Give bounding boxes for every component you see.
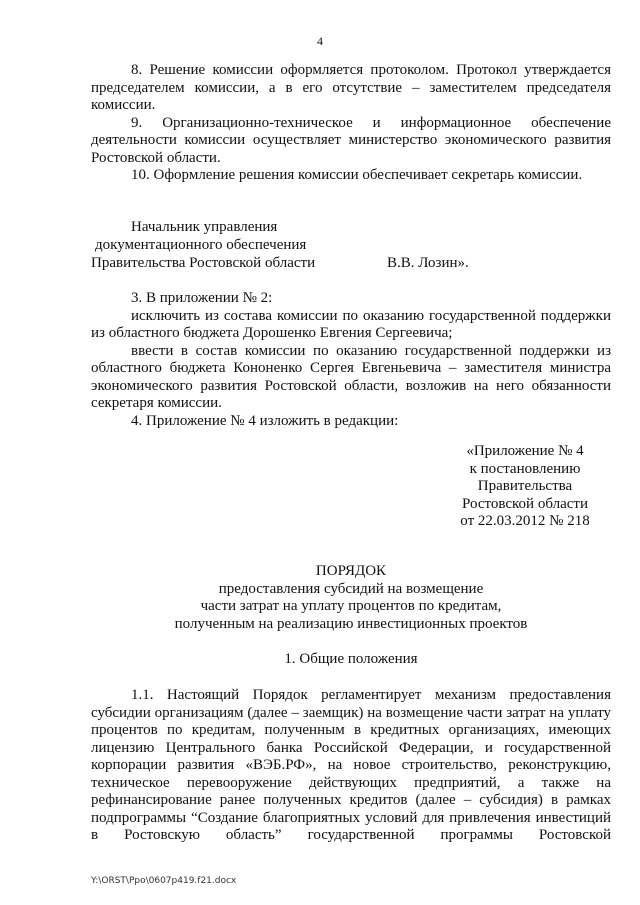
signature-title-line-3: Правительства Ростовской области (91, 255, 316, 271)
amendments (91, 290, 611, 430)
appendix-line-1: «Приложение № 4 (466, 443, 584, 459)
signature-title-line-2: документационного обеспечения (95, 237, 307, 253)
appendix-heading (440, 443, 610, 531)
page-number: 4 (317, 34, 323, 48)
appendix-line-5: от 22.03.2012 № 218 (460, 513, 590, 529)
section-heading: 1. Общие положения (284, 651, 418, 667)
file-path-footer: Y:\ORST\Ppo\0607p419.f21.docx (91, 876, 237, 886)
include-member-text: ввести в состав комиссии по оказанию государственной поддержки из областного бюджета Кононенко Сергея Евгеньевича – заместителя министра экономического развития Ростовской области, возложив на него обязанности секретаря комиссии. (91, 342, 611, 411)
order-title-block (91, 563, 611, 633)
exclude-member-text: исключить из состава комиссии по оказанию государственной поддержки из областного бюджета Дорошенко Евгения Сергеевича; (91, 307, 611, 341)
order-subtitle-3: полученным на реализацию инвестиционных проектов (174, 615, 528, 632)
paragraph-1-1: 1.1. Настоящий Порядок регламентирует механизм предоставления субсидии организациям (далее – заемщик) на возмещение части затрат на уплату процентов по кредитам, полученным в кредитных организациях, имеющих лицензию Центрального банка Российской Федерации, и государственной корпорации развития «ВЭБ.РФ», на новое строительство, реконструкцию, техническое перевооружение действующих предприятий, а также на рефинансирование ранее полученных кредитов (далее – субсидия) в рамках подпрограммы “Создание благоприятных условий для привлечения инвестиций в Ростовскую область” государственной программы Ростовской (91, 687, 611, 843)
signature-title-line-1: Начальник управления (131, 219, 278, 235)
commission-rules (91, 62, 611, 185)
appendix-line-3: Правительства (477, 478, 573, 494)
paragraph-10: 10. Оформление решения комиссии обеспечивает секретарь комиссии. (131, 167, 583, 183)
paragraph-9: 9. Организационно-техническое и информационное обеспечение деятельности комиссии осуществляет министерство экономического развития Ростовской области. (91, 114, 611, 166)
order-title: ПОРЯДОК (315, 563, 387, 579)
paragraph-8: 8. Решение комиссии оформляется протоколом. Протокол утверждается председателем комиссии, а в его отсутствие – заместителем председателя комиссии. (91, 62, 611, 113)
order-subtitle-2: части затрат на уплату процентов по кредитам, (200, 598, 502, 614)
signatory-name: В.В. Лозин». (387, 255, 469, 271)
paragraph-4: 4. Приложение № 4 изложить в редакции: (131, 412, 399, 429)
paragraph-3: 3. В приложении № 2: (131, 290, 273, 306)
appendix-line-2: к постановлению (469, 460, 581, 477)
order-subtitle-1: предоставления субсидий на возмещение (218, 580, 484, 597)
signature-block (91, 218, 469, 272)
section-body (91, 687, 611, 845)
appendix-line-4: Ростовской области (462, 495, 588, 512)
